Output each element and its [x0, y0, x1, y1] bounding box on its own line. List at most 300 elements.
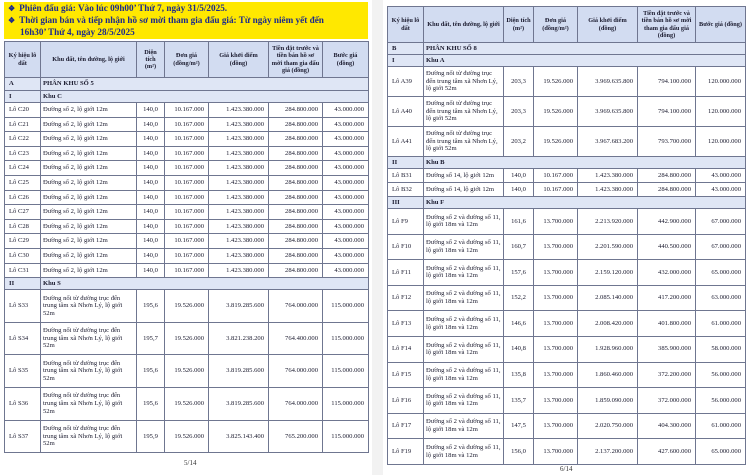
unit-price-cell: 13.700.000 [534, 336, 578, 362]
section-heading-row [388, 43, 746, 55]
price-step-cell: 61.000.000 [696, 413, 746, 439]
table-row [5, 387, 369, 420]
table-row [5, 263, 369, 278]
starting-price-cell: 1.859.090.000 [578, 388, 638, 414]
starting-price-cell: 1.423.380.000 [209, 190, 269, 205]
heading-code: I [388, 55, 424, 67]
price-step-cell: 63.000.000 [696, 285, 746, 311]
starting-price-cell: 3.819.285.600 [209, 355, 269, 388]
lot-code-cell: Lô S35 [5, 355, 41, 388]
location-cell: Đường số 2, lộ giới 12m [41, 146, 137, 161]
location-cell: Đường số 2 và đường số 11, lộ giới 18m và 12m [424, 413, 504, 439]
location-cell: Đường số 2, lộ giới 12m [41, 190, 137, 205]
table-row [388, 285, 746, 311]
deposit-cell: 765.200.000 [269, 420, 323, 453]
area-cell: 135,7 [504, 388, 534, 414]
lot-code-cell: Lô C20 [5, 103, 41, 118]
col-header-unit-price: Đơn giá (đồng/m²) [165, 42, 209, 78]
price-step-cell: 65.000.000 [696, 439, 746, 465]
deposit-cell: 793.700.000 [638, 127, 696, 157]
lot-code-cell: Lô F12 [388, 285, 424, 311]
starting-price-cell: 2.213.920.000 [578, 209, 638, 235]
area-cell: 140,0 [137, 103, 165, 118]
zone-heading-row [388, 157, 746, 169]
deposit-cell: 432.000.000 [638, 260, 696, 286]
deposit-cell: 284.800.000 [269, 117, 323, 132]
location-cell: Đường số 2, lộ giới 12m [41, 117, 137, 132]
price-step-cell: 43.000.000 [323, 161, 369, 176]
area-cell: 160,7 [504, 234, 534, 260]
price-step-cell: 58.000.000 [696, 336, 746, 362]
lot-code-cell: Lô B32 [388, 183, 424, 197]
unit-price-cell: 10.167.000 [165, 263, 209, 278]
location-cell: Đường số 2 và đường số 11, lộ giới 18m và 12m [424, 388, 504, 414]
area-cell: 140,0 [137, 234, 165, 249]
price-step-cell: 67.000.000 [696, 234, 746, 260]
location-cell: Đường số 14, lộ giới 12m [424, 183, 504, 197]
lot-code-cell: Lô B31 [388, 169, 424, 183]
location-cell: Đường số 2, lộ giới 12m [41, 248, 137, 263]
area-cell: 161,6 [504, 209, 534, 235]
heading-label: PHÂN KHU SỐ 5 [41, 78, 369, 91]
starting-price-cell: 3.969.635.800 [578, 97, 638, 127]
table-row [388, 127, 746, 157]
area-cell: 140,0 [137, 205, 165, 220]
location-cell: Đường nối từ đường trục đến trung tâm xã Nhơn Lý, lộ giới 52m [424, 97, 504, 127]
table-row [388, 362, 746, 388]
price-step-cell: 43.000.000 [323, 117, 369, 132]
unit-price-cell: 10.167.000 [165, 234, 209, 249]
deposit-cell: 440.500.000 [638, 234, 696, 260]
table-row [5, 205, 369, 220]
table-row [388, 388, 746, 414]
banner-line-session: ❖ Phiên đấu giá: Vào lúc 09h00’ Thứ 7, ngày 31/5/2025. [8, 3, 228, 13]
deposit-cell: 284.800.000 [269, 205, 323, 220]
table-row [5, 219, 369, 234]
unit-price-cell: 13.700.000 [534, 413, 578, 439]
price-step-cell: 43.000.000 [323, 132, 369, 147]
table-row [5, 322, 369, 355]
starting-price-cell: 1.423.380.000 [209, 161, 269, 176]
unit-price-cell: 10.167.000 [165, 146, 209, 161]
deposit-cell: 372.000.000 [638, 388, 696, 414]
unit-price-cell: 10.167.000 [165, 117, 209, 132]
col-header-deposit: Tiền đặt trước và tiền bán hồ sơ mời tham gia đấu giá (đồng) [269, 42, 323, 78]
deposit-cell: 764.400.000 [269, 322, 323, 355]
starting-price-cell: 1.423.380.000 [209, 175, 269, 190]
heading-code: III [388, 197, 424, 209]
area-cell: 140,0 [137, 175, 165, 190]
location-cell: Đường nối từ đường trục đến trung tâm xã Nhơn Lý, lộ giới 52m [41, 387, 137, 420]
area-cell: 140,0 [137, 117, 165, 132]
lot-code-cell: Lô F19 [388, 439, 424, 465]
deposit-cell: 284.800.000 [269, 190, 323, 205]
starting-price-cell: 1.423.380.000 [209, 219, 269, 234]
col-header-area: Diện tích (m²) [137, 42, 165, 78]
zone-heading-row [388, 197, 746, 209]
unit-price-cell: 13.700.000 [534, 209, 578, 235]
starting-price-cell: 1.423.380.000 [209, 103, 269, 118]
area-cell: 140,0 [137, 248, 165, 263]
price-step-cell: 115.000.000 [323, 387, 369, 420]
lot-code-cell: Lô C23 [5, 146, 41, 161]
heading-label: PHÂN KHU SỐ 8 [424, 43, 746, 55]
table-row [388, 209, 746, 235]
starting-price-cell: 2.020.750.000 [578, 413, 638, 439]
area-cell: 140,0 [137, 161, 165, 176]
lot-code-cell: Lô F14 [388, 336, 424, 362]
price-step-cell: 43.000.000 [323, 146, 369, 161]
starting-price-cell: 1.423.380.000 [209, 132, 269, 147]
price-step-cell: 43.000.000 [323, 219, 369, 234]
page-number: 6/14 [560, 465, 573, 473]
page-number: 5/14 [184, 459, 197, 467]
lot-code-cell: Lô F17 [388, 413, 424, 439]
lot-code-cell: Lô C30 [5, 248, 41, 263]
lot-code-cell: Lô F16 [388, 388, 424, 414]
col-header-total: Giá khởi điểm (đồng) [209, 42, 269, 78]
zone-heading-row [388, 55, 746, 67]
lot-code-cell: Lô F11 [388, 260, 424, 286]
col-header-total: Giá khởi điểm (đồng) [578, 7, 638, 43]
unit-price-cell: 13.700.000 [534, 388, 578, 414]
price-step-cell: 43.000.000 [696, 169, 746, 183]
table-row [5, 132, 369, 147]
starting-price-cell: 3.825.143.400 [209, 420, 269, 453]
col-header-step: Bước giá (đồng) [323, 42, 369, 78]
price-step-cell: 43.000.000 [323, 190, 369, 205]
diamond-bullet-icon: ❖ [8, 16, 16, 25]
starting-price-cell: 1.423.380.000 [578, 183, 638, 197]
location-cell: Đường nối từ đường trục đến trung tâm xã Nhơn Lý, lộ giới 52m [41, 355, 137, 388]
area-cell: 135,8 [504, 362, 534, 388]
banner-line-sale-period: ❖ Thời gian bán và tiếp nhận hồ sơ mời tham gia đấu giá: Từ ngày niêm yết đến [8, 15, 324, 25]
col-header-step: Bước giá (đồng) [696, 7, 746, 43]
location-cell: Đường nối từ đường trục đến trung tâm xã Nhơn Lý, lộ giới 52m [424, 127, 504, 157]
table-row [5, 103, 369, 118]
zone-heading-row [5, 91, 369, 103]
starting-price-cell: 3.819.285.600 [209, 387, 269, 420]
heading-label: Khu A [424, 55, 746, 67]
lot-code-cell: Lô S34 [5, 322, 41, 355]
price-step-cell: 115.000.000 [323, 355, 369, 388]
starting-price-cell: 1.423.380.000 [209, 205, 269, 220]
deposit-cell: 284.800.000 [269, 263, 323, 278]
area-cell: 146,6 [504, 311, 534, 337]
heading-code: B [388, 43, 424, 55]
area-cell: 203,3 [504, 67, 534, 97]
lot-code-cell: Lô S36 [5, 387, 41, 420]
price-step-cell: 115.000.000 [323, 322, 369, 355]
price-step-cell: 115.000.000 [323, 420, 369, 453]
unit-price-cell: 10.167.000 [165, 190, 209, 205]
location-cell: Đường nối từ đường trục đến trung tâm xã Nhơn Lý, lộ giới 52m [41, 290, 137, 323]
deposit-cell: 284.800.000 [269, 146, 323, 161]
lot-code-cell: Lô C27 [5, 205, 41, 220]
deposit-cell: 794.100.000 [638, 67, 696, 97]
col-header-name: Khu đất, tên đường, lộ giới [41, 42, 137, 78]
lot-code-cell: Lô S33 [5, 290, 41, 323]
unit-price-cell: 10.167.000 [165, 161, 209, 176]
starting-price-cell: 1.423.380.000 [578, 169, 638, 183]
heading-code: A [5, 78, 41, 91]
deposit-cell: 401.800.000 [638, 311, 696, 337]
starting-price-cell: 1.860.460.000 [578, 362, 638, 388]
starting-price-cell: 1.423.380.000 [209, 263, 269, 278]
price-step-cell: 43.000.000 [323, 263, 369, 278]
starting-price-cell: 1.423.380.000 [209, 248, 269, 263]
price-step-cell: 120.000.000 [696, 127, 746, 157]
deposit-cell: 284.800.000 [269, 234, 323, 249]
unit-price-cell: 19.526.000 [165, 420, 209, 453]
deposit-cell: 764.000.000 [269, 387, 323, 420]
document-page-left [0, 0, 372, 475]
document-page-right [383, 0, 750, 475]
area-cell: 195,6 [137, 355, 165, 388]
area-cell: 140,0 [137, 190, 165, 205]
unit-price-cell: 19.526.000 [165, 322, 209, 355]
table-row [388, 97, 746, 127]
area-cell: 157,6 [504, 260, 534, 286]
lot-code-cell: Lô C25 [5, 175, 41, 190]
table-header-row [5, 42, 369, 78]
unit-price-cell: 19.526.000 [534, 97, 578, 127]
lot-code-cell: Lô C24 [5, 161, 41, 176]
col-header-name: Khu đất, tên đường, lộ giới [424, 7, 504, 43]
location-cell: Đường số 2, lộ giới 12m [41, 175, 137, 190]
lot-code-cell: Lô F13 [388, 311, 424, 337]
heading-code: II [5, 278, 41, 290]
price-step-cell: 67.000.000 [696, 209, 746, 235]
starting-price-cell: 1.423.380.000 [209, 117, 269, 132]
price-step-cell: 65.000.000 [696, 260, 746, 286]
table-row [5, 290, 369, 323]
location-cell: Đường số 2, lộ giới 12m [41, 263, 137, 278]
starting-price-cell: 2.201.590.000 [578, 234, 638, 260]
location-cell: Đường số 2 và đường số 11, lộ giới 18m và 12m [424, 209, 504, 235]
auction-info-banner [4, 2, 368, 39]
area-cell: 195,6 [137, 387, 165, 420]
location-cell: Đường nối từ đường trục đến trung tâm xã Nhơn Lý, lộ giới 52m [424, 67, 504, 97]
location-cell: Đường số 2 và đường số 11, lộ giới 18m và 12m [424, 336, 504, 362]
heading-label: Khu B [424, 157, 746, 169]
table-row [5, 146, 369, 161]
price-step-cell: 56.000.000 [696, 362, 746, 388]
deposit-cell: 284.800.000 [638, 183, 696, 197]
col-header-unit-price: Đơn giá (đồng/m²) [534, 7, 578, 43]
table-row [5, 234, 369, 249]
location-cell: Đường số 2 và đường số 11, lộ giới 18m và 12m [424, 234, 504, 260]
heading-code: I [5, 91, 41, 103]
diamond-bullet-icon: ❖ [8, 4, 16, 13]
deposit-cell: 764.000.000 [269, 355, 323, 388]
lot-code-cell: Lô A39 [388, 67, 424, 97]
starting-price-cell: 3.819.285.600 [209, 290, 269, 323]
location-cell: Đường nối từ đường trục đến trung tâm xã Nhơn Lý, lộ giới 52m [41, 420, 137, 453]
table-row [388, 439, 746, 465]
zone-heading-row [5, 278, 369, 290]
banner-line-deadline: 16h30’ Thứ 4, ngày 28/5/2025 [20, 27, 135, 37]
table-row [5, 420, 369, 453]
deposit-cell: 284.800.000 [269, 132, 323, 147]
deposit-cell: 385.900.000 [638, 336, 696, 362]
table-row [388, 67, 746, 97]
location-cell: Đường số 2 và đường số 11, lộ giới 18m và 12m [424, 285, 504, 311]
unit-price-cell: 19.526.000 [534, 127, 578, 157]
deposit-cell: 284.800.000 [269, 219, 323, 234]
lot-code-cell: Lô C26 [5, 190, 41, 205]
lot-code-cell: Lô F9 [388, 209, 424, 235]
unit-price-cell: 13.700.000 [534, 439, 578, 465]
col-header-code: Ký hiệu lô đất [5, 42, 41, 78]
area-cell: 152,2 [504, 285, 534, 311]
area-cell: 156,0 [504, 439, 534, 465]
table-row [388, 183, 746, 197]
area-cell: 147,5 [504, 413, 534, 439]
starting-price-cell: 2.137.200.000 [578, 439, 638, 465]
unit-price-cell: 19.526.000 [534, 67, 578, 97]
location-cell: Đường số 2, lộ giới 12m [41, 132, 137, 147]
price-step-cell: 43.000.000 [323, 175, 369, 190]
deposit-cell: 764.000.000 [269, 290, 323, 323]
location-cell: Đường số 2 và đường số 11, lộ giới 18m và 12m [424, 362, 504, 388]
deposit-cell: 417.200.000 [638, 285, 696, 311]
price-step-cell: 43.000.000 [323, 205, 369, 220]
auction-lots-table-right [387, 6, 746, 465]
heading-code: II [388, 157, 424, 169]
unit-price-cell: 13.700.000 [534, 311, 578, 337]
starting-price-cell: 2.159.120.000 [578, 260, 638, 286]
location-cell: Đường số 2, lộ giới 12m [41, 161, 137, 176]
location-cell: Đường số 2 và đường số 11, lộ giới 18m và 12m [424, 439, 504, 465]
unit-price-cell: 10.167.000 [165, 175, 209, 190]
col-header-code: Ký hiệu lô đất [388, 7, 424, 43]
unit-price-cell: 13.700.000 [534, 362, 578, 388]
area-cell: 140,0 [504, 169, 534, 183]
unit-price-cell: 19.526.000 [165, 387, 209, 420]
area-cell: 203,2 [504, 127, 534, 157]
area-cell: 195,7 [137, 322, 165, 355]
col-header-area: Diện tích (m²) [504, 7, 534, 43]
area-cell: 140,0 [137, 132, 165, 147]
table-row [5, 248, 369, 263]
deposit-cell: 284.800.000 [269, 103, 323, 118]
starting-price-cell: 2.085.140.000 [578, 285, 638, 311]
area-cell: 140,0 [137, 146, 165, 161]
deposit-cell: 284.800.000 [269, 248, 323, 263]
unit-price-cell: 13.700.000 [534, 260, 578, 286]
heading-label: Khu S [41, 278, 369, 290]
area-cell: 203,3 [504, 97, 534, 127]
unit-price-cell: 19.526.000 [165, 290, 209, 323]
area-cell: 140,0 [504, 183, 534, 197]
unit-price-cell: 10.167.000 [165, 248, 209, 263]
page-gutter [372, 0, 383, 475]
location-cell: Đường số 2, lộ giới 12m [41, 219, 137, 234]
location-cell: Đường số 2, lộ giới 12m [41, 234, 137, 249]
table-row [388, 260, 746, 286]
starting-price-cell: 1.928.960.000 [578, 336, 638, 362]
lot-code-cell: Lô C28 [5, 219, 41, 234]
lot-code-cell: Lô C29 [5, 234, 41, 249]
starting-price-cell: 1.423.380.000 [209, 146, 269, 161]
unit-price-cell: 10.167.000 [165, 219, 209, 234]
unit-price-cell: 13.700.000 [534, 234, 578, 260]
lot-code-cell: Lô F15 [388, 362, 424, 388]
heading-label: Khu C [41, 91, 369, 103]
auction-lots-table-left [4, 41, 369, 453]
table-header-row [388, 7, 746, 43]
price-step-cell: 61.000.000 [696, 311, 746, 337]
area-cell: 195,6 [137, 290, 165, 323]
location-cell: Đường số 2, lộ giới 12m [41, 205, 137, 220]
table-row [5, 190, 369, 205]
section-heading-row [5, 78, 369, 91]
location-cell: Đường nối từ đường trục đến trung tâm xã Nhơn Lý, lộ giới 52m [41, 322, 137, 355]
table-row [5, 117, 369, 132]
lot-code-cell: Lô C21 [5, 117, 41, 132]
price-step-cell: 43.000.000 [696, 183, 746, 197]
area-cell: 195,9 [137, 420, 165, 453]
price-step-cell: 43.000.000 [323, 103, 369, 118]
unit-price-cell: 13.700.000 [534, 285, 578, 311]
starting-price-cell: 2.008.420.000 [578, 311, 638, 337]
lot-code-cell: Lô C22 [5, 132, 41, 147]
location-cell: Đường số 2, lộ giới 12m [41, 103, 137, 118]
table-row [5, 175, 369, 190]
area-cell: 140,0 [137, 219, 165, 234]
heading-label: Khu F [424, 197, 746, 209]
unit-price-cell: 10.167.000 [534, 169, 578, 183]
deposit-cell: 427.600.000 [638, 439, 696, 465]
lot-code-cell: Lô S37 [5, 420, 41, 453]
table-row [388, 413, 746, 439]
location-cell: Đường số 2 và đường số 11, lộ giới 18m và 12m [424, 311, 504, 337]
table-row [5, 161, 369, 176]
starting-price-cell: 3.967.683.200 [578, 127, 638, 157]
lot-code-cell: Lô C31 [5, 263, 41, 278]
deposit-cell: 284.800.000 [638, 169, 696, 183]
location-cell: Đường số 2 và đường số 11, lộ giới 18m và 12m [424, 260, 504, 286]
deposit-cell: 794.100.000 [638, 97, 696, 127]
area-cell: 140,0 [137, 263, 165, 278]
lot-code-cell: Lô F10 [388, 234, 424, 260]
table-row [388, 234, 746, 260]
area-cell: 140,8 [504, 336, 534, 362]
deposit-cell: 284.800.000 [269, 175, 323, 190]
starting-price-cell: 1.423.380.000 [209, 234, 269, 249]
unit-price-cell: 10.167.000 [165, 103, 209, 118]
price-step-cell: 56.000.000 [696, 388, 746, 414]
price-step-cell: 120.000.000 [696, 67, 746, 97]
col-header-deposit: Tiền đặt trước và tiền bán hồ sơ mời tham gia đấu giá (đồng) [638, 7, 696, 43]
deposit-cell: 372.200.000 [638, 362, 696, 388]
table-row [388, 336, 746, 362]
deposit-cell: 284.800.000 [269, 161, 323, 176]
price-step-cell: 120.000.000 [696, 97, 746, 127]
table-row [388, 169, 746, 183]
unit-price-cell: 19.526.000 [165, 355, 209, 388]
unit-price-cell: 10.167.000 [165, 205, 209, 220]
table-row [5, 355, 369, 388]
starting-price-cell: 3.969.635.800 [578, 67, 638, 97]
price-step-cell: 43.000.000 [323, 234, 369, 249]
table-row [388, 311, 746, 337]
starting-price-cell: 3.821.238.200 [209, 322, 269, 355]
lot-code-cell: Lô A41 [388, 127, 424, 157]
deposit-cell: 442.900.000 [638, 209, 696, 235]
price-step-cell: 43.000.000 [323, 248, 369, 263]
